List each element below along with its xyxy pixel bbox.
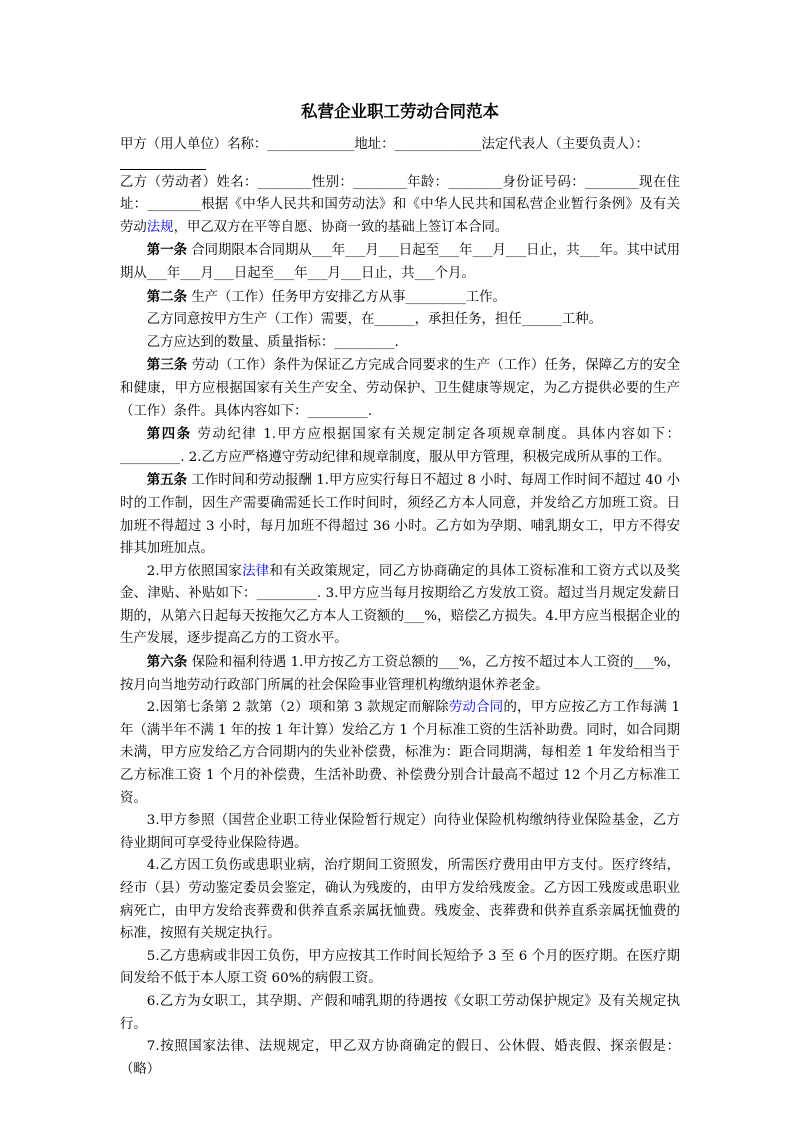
article-3-label: 第三条 xyxy=(146,357,188,374)
article-5 xyxy=(120,469,680,560)
article-6-para-2-b: 的，甲方应按乙方工作每满 1 年（满半年不满 1 年的按 1 年计算）发给乙方 1 个月标准工资的生活补助费。同时，如合同期未满，甲方应发给乙方合同期内的失业补偿费，标准为：距合同期满，每相差 1 年发给相当于乙方标准工资 1 个月的补偿费，生活补助费、补偿费分别合计最高不超过 12 个月乙方标准工资。 xyxy=(120,700,681,806)
article-5-para-2 xyxy=(120,561,680,651)
article-4 xyxy=(120,423,680,469)
labor-contract-link[interactable]: 劳动合同 xyxy=(448,700,504,716)
article-1-label: 第一条 xyxy=(146,242,187,259)
article-2 xyxy=(120,286,680,310)
article-6-para-2-a: 2.因第七条第 2 款第（2）项和第 3 款规定而解除 xyxy=(146,700,449,716)
article-2-text: 生产（工作）任务甲方安排乙方从事_________工作。 xyxy=(186,289,506,305)
article-6-para-3: 3.甲方参照（国营企业职工待业保险暂行规定）向待业保险机构缴纳待业保险基金，乙方待业期间可享受待业保险待遇。 xyxy=(120,813,680,851)
party-b-text-1: 乙方（劳动者）姓名：________性别：________年龄：________身份证号码：________现在住址：________根据《中华人民共和国劳动法》和《中华人民共和国私营企业暂行条例》及有关劳动 xyxy=(120,174,680,235)
article-5-label: 第五条 xyxy=(146,472,188,489)
contract-document xyxy=(120,100,680,1081)
article-3 xyxy=(120,354,680,423)
article-6 xyxy=(120,651,680,697)
article-3-text: 劳动（工作）条件为保证乙方完成合同要求的生产（工作）任务，保障乙方的安全和健康，甲方应根据国家有关生产安全、劳动保护、卫生健康等规定，为乙方提供必要的生产（工作）条件。具体内容如下：_________. xyxy=(120,358,680,419)
article-6-text: 保险和福利待遇 1.甲方按乙方工资总额的___%，乙方按不超过本人工资的___%，按月向当地劳动行政部门所属的社会保险事业管理机构缴纳退休养老金。 xyxy=(120,655,681,693)
party-a-line: 甲方（用人单位）名称：_____________地址：_____________法定代表人（主要负责人）： xyxy=(120,137,649,152)
article-5-para-2-a: 2.甲方依照国家 xyxy=(146,563,243,579)
article-6-para-4: 4.乙方因工负伤或患职业病，治疗期间工资照发，所需医疗费用由甲方支付。医疗终结，经市（县）劳动鉴定委员会鉴定，确认为残废的，由甲方发给残废金。乙方因工残废或患职业病死亡，由甲方发给丧葬费和供养直系亲属抚恤费。残废金、丧葬费和供养直系亲属抚恤费的标准，按照有关规定执行。 xyxy=(120,858,680,942)
law-link-law[interactable]: 法律 xyxy=(242,563,270,579)
article-2-para-2: 乙方同意按甲方生产（工作）需要，在______，承担任务，担任______工种。 xyxy=(146,312,603,328)
article-6-para-2 xyxy=(120,697,680,810)
article-4-label: 第四条 xyxy=(146,426,192,443)
article-6-para-6: 6.乙方为女职工，其孕期、产假和哺乳期的待遇按《女职工劳动保护规定》及有关规定执行。 xyxy=(120,993,680,1032)
article-2-label: 第二条 xyxy=(146,288,187,305)
article-6-para-5: 5.乙方患病或非因工负伤，甲方应按其工作时间长短给予 3 至 6 个月的医疗期。在医疗期间发给不低于本人原工资 60%的病假工资。 xyxy=(120,948,680,987)
article-2-para-3: 乙方应达到的数量、质量指标：_________. xyxy=(146,334,399,350)
article-5-text: 工作时间和劳动报酬 1.甲方应实行每日不超过 8 小时、每周工作时间不超过 40 小时的工作制，因生产需要确需延长工作时间时，须经乙方本人同意，并发给乙方加班工资。日加班不得超过 3 小时，每月加班不得超过 36 小时。乙方如为孕期、哺乳期女工，甲方不得安排其加班加点。 xyxy=(120,473,681,557)
law-link-regulations[interactable]: 法规 xyxy=(146,219,174,235)
article-5-para-2-b: 和有关政策规定，同乙方协商确定的具体工资标准和工资方式以及奖金、津贴、补贴如下：_________. 3.甲方应当每月按期给乙方发放工资。超过当月规定发薪日期的，从第六日起每天按拖欠乙方本人工资额的___%，赔偿乙方损失。4.甲方应当根据企业的生产发展，逐步提高乙方的工资水平。 xyxy=(120,563,681,647)
article-1-text: 合同期限本合同期从___年___月___日起至___年___月___日止，共___年。其中试用期从___年___月___日起至___年___月___日止，共___个月。 xyxy=(120,243,681,281)
article-6-para-7: 7.按照国家法律、法规规定，甲乙双方协商确定的假日、公休假、婚丧假、探亲假是：（略） xyxy=(120,1039,680,1077)
article-4-text: 劳动纪律 1.甲方应根据国家有关规定制定各项规章制度。具体内容如下：_________. 2.乙方应严格遵守劳动纪律和规章制度，服从甲方管理，积极完成所从事的工作。 xyxy=(120,427,680,465)
article-6-label: 第六条 xyxy=(146,654,188,671)
party-a-rep-blank xyxy=(120,157,206,170)
document-title: 私营企业职工劳动合同范本 xyxy=(301,102,499,121)
article-1 xyxy=(120,239,680,285)
party-b-paragraph xyxy=(120,172,680,240)
party-b-text-2: ，甲乙双方在平等自愿、协商一致的基础上签订本合同。 xyxy=(173,219,509,235)
